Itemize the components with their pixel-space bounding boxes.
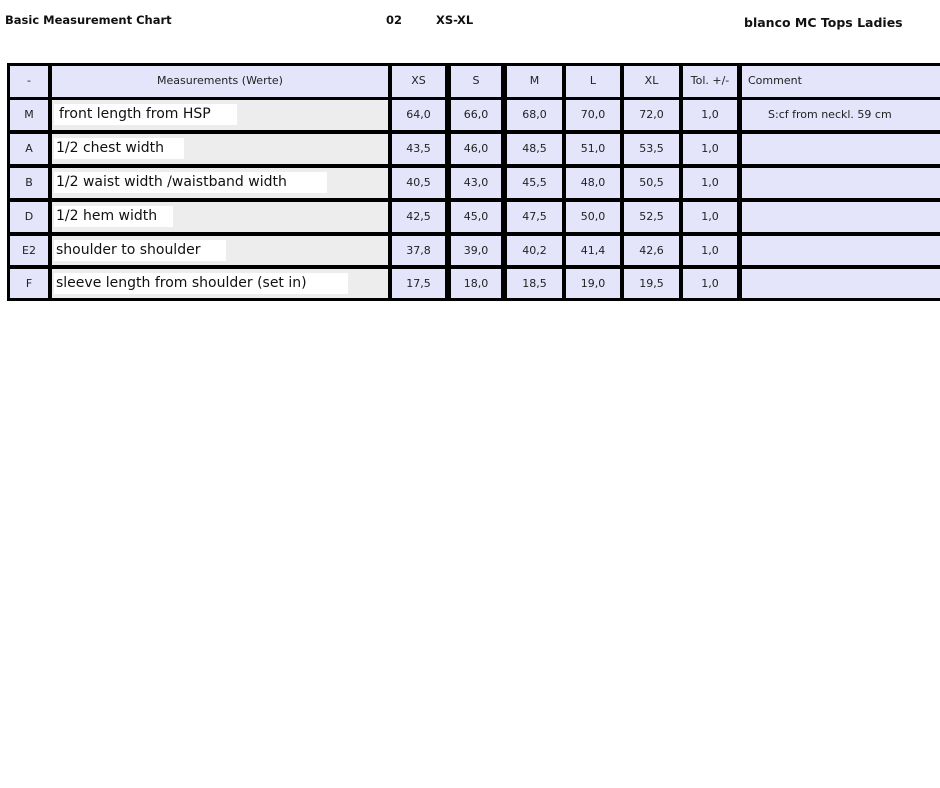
row-measurement bbox=[52, 134, 388, 164]
comment-text: S:cf from neckl. 59 cm bbox=[768, 108, 892, 121]
row-comment bbox=[742, 168, 940, 198]
row-value-tol: 1,0 bbox=[683, 202, 737, 232]
measurement-label: front length from HSP bbox=[54, 104, 237, 125]
row-measurement bbox=[52, 202, 388, 232]
row-value-tol: 1,0 bbox=[683, 100, 737, 130]
column-header-comment-label: Comment bbox=[748, 74, 802, 87]
row-value-s: 66,0 bbox=[451, 100, 501, 130]
row-code: A bbox=[10, 134, 48, 164]
row-comment bbox=[742, 236, 940, 265]
row-value-m: 47,5 bbox=[507, 202, 562, 232]
row-value-l: 70,0 bbox=[566, 100, 620, 130]
row-value-xl: 53,5 bbox=[624, 134, 679, 164]
row-value-xs: 37,8 bbox=[392, 236, 445, 265]
row-value-m: 48,5 bbox=[507, 134, 562, 164]
row-value-s: 43,0 bbox=[451, 168, 501, 198]
row-value-l: 48,0 bbox=[566, 168, 620, 198]
row-value-l: 51,0 bbox=[566, 134, 620, 164]
row-code: F bbox=[10, 269, 48, 298]
row-value-xl: 19,5 bbox=[624, 269, 679, 298]
measurement-label: sleeve length from shoulder (set in) bbox=[54, 273, 348, 294]
row-measurement bbox=[52, 100, 388, 130]
column-header-measurement: Measurements (Werte) bbox=[52, 66, 388, 97]
row-comment bbox=[742, 100, 940, 130]
row-value-m: 68,0 bbox=[507, 100, 562, 130]
chart-title: Basic Measurement Chart bbox=[5, 13, 172, 27]
column-header-xl: XL bbox=[624, 66, 679, 97]
size-range: XS-XL bbox=[436, 13, 474, 27]
row-value-tol: 1,0 bbox=[683, 134, 737, 164]
brand-label: blanco MC Tops Ladies bbox=[744, 15, 903, 30]
row-value-s: 45,0 bbox=[451, 202, 501, 232]
column-header-tolerance: Tol. +/- bbox=[683, 66, 737, 97]
row-value-l: 50,0 bbox=[566, 202, 620, 232]
row-value-s: 46,0 bbox=[451, 134, 501, 164]
row-value-s: 18,0 bbox=[451, 269, 501, 298]
row-comment bbox=[742, 202, 940, 232]
row-code: M bbox=[10, 100, 48, 130]
column-header-code: - bbox=[10, 66, 48, 97]
measurement-label: 1/2 waist width /waistband width bbox=[54, 172, 327, 193]
row-value-xl: 72,0 bbox=[624, 100, 679, 130]
row-value-xl: 42,6 bbox=[624, 236, 679, 265]
row-value-l: 19,0 bbox=[566, 269, 620, 298]
row-value-xs: 43,5 bbox=[392, 134, 445, 164]
chart-number: 02 bbox=[386, 13, 403, 27]
row-value-xs: 64,0 bbox=[392, 100, 445, 130]
row-value-m: 45,5 bbox=[507, 168, 562, 198]
row-value-tol: 1,0 bbox=[683, 168, 737, 198]
row-value-l: 41,4 bbox=[566, 236, 620, 265]
row-value-xs: 17,5 bbox=[392, 269, 445, 298]
row-comment bbox=[742, 134, 940, 164]
row-code: E2 bbox=[10, 236, 48, 265]
measurement-label: 1/2 chest width bbox=[54, 138, 184, 159]
column-header-m: M bbox=[507, 66, 562, 97]
row-value-tol: 1,0 bbox=[683, 236, 737, 265]
row-value-m: 18,5 bbox=[507, 269, 562, 298]
row-value-tol: 1,0 bbox=[683, 269, 737, 298]
row-value-xl: 50,5 bbox=[624, 168, 679, 198]
row-value-xs: 42,5 bbox=[392, 202, 445, 232]
row-value-xl: 52,5 bbox=[624, 202, 679, 232]
row-value-m: 40,2 bbox=[507, 236, 562, 265]
measurement-label: shoulder to shoulder bbox=[54, 240, 226, 261]
column-header-l: L bbox=[566, 66, 620, 97]
measurement-label: 1/2 hem width bbox=[54, 206, 173, 227]
row-code: D bbox=[10, 202, 48, 232]
column-header-comment bbox=[742, 66, 940, 97]
row-measurement bbox=[52, 236, 388, 265]
row-code: B bbox=[10, 168, 48, 198]
row-value-xs: 40,5 bbox=[392, 168, 445, 198]
row-value-s: 39,0 bbox=[451, 236, 501, 265]
measurement-table bbox=[7, 63, 940, 301]
row-measurement bbox=[52, 269, 388, 298]
column-header-s: S bbox=[451, 66, 501, 97]
row-measurement bbox=[52, 168, 388, 198]
column-header-xs: XS bbox=[392, 66, 445, 97]
row-comment bbox=[742, 269, 940, 298]
